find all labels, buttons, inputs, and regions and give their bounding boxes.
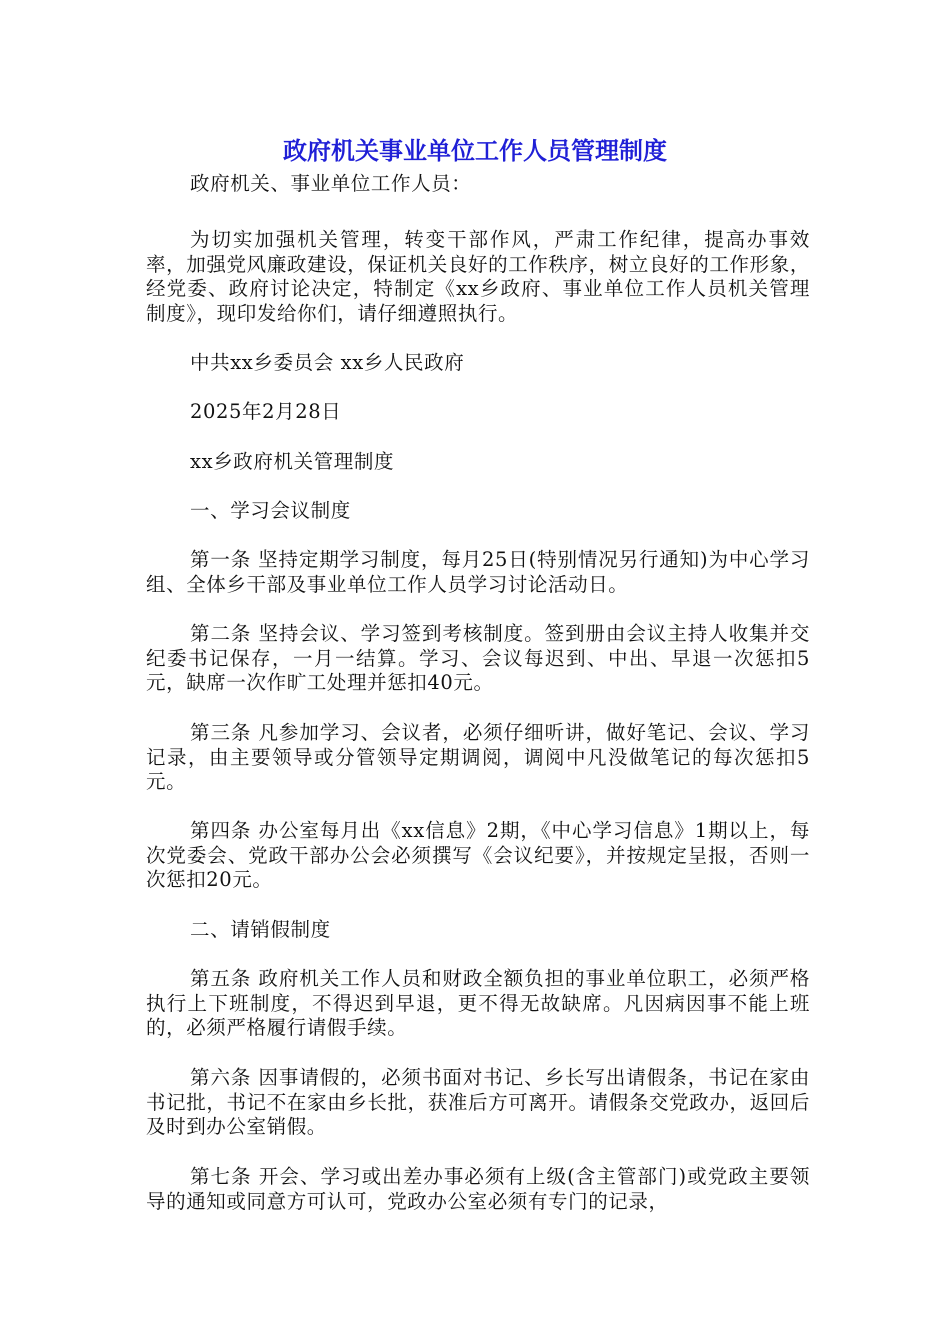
issuer-line: 中共xx乡委员会 xx乡人民政府 (190, 351, 465, 374)
article-5: 第五条 政府机关工作人员和财政全额负担的事业单位职工，必须严格执行上下班制度，不得迟到早退，更不得无故缺席。凡因病因事不能上班的，必须严格履行请假手续。 (146, 967, 810, 1040)
issue-date: 2025年2月28日 (190, 400, 342, 423)
article-3: 第三条 凡参加学习、会议者，必须仔细听讲，做好笔记、会议、学习记录，由主要领导或分管领导定期调阅，调阅中凡没做笔记的每次惩扣5元。 (146, 721, 810, 794)
intro-paragraph: 为切实加强机关管理，转变干部作风，严肃工作纪律，提高办事效率，加强党风廉政建设，保证机关良好的工作秩序，树立良好的工作形象，经党委、政府讨论决定，特制定《xx乡政府、事业单位工作人员机关管理制度》，现印发给你们，请仔细遵照执行。 (146, 228, 810, 325)
regulation-title: xx乡政府机关管理制度 (190, 450, 395, 473)
article-2: 第二条 坚持会议、学习签到考核制度。签到册由会议主持人收集并交纪委书记保存，一月一结算。学习、会议每迟到、中出、早退一次惩扣5元，缺席一次作旷工处理并惩扣40元。 (146, 622, 810, 695)
article-4: 第四条 办公室每月出《xx信息》2期，《中心学习信息》1期以上，每次党委会、党政干部办公会必须撰写《会议纪要》，并按规定呈报，否则一次惩扣20元。 (146, 819, 810, 892)
article-1: 第一条 坚持定期学习制度，每月25日(特别情况另行通知)为中心学习组、全体乡干部及事业单位工作人员学习讨论活动日。 (146, 548, 810, 596)
section-heading-leave: 二、请销假制度 (190, 918, 331, 941)
article-7: 第七条 开会、学习或出差办事必须有上级(含主管部门)或党政主要领导的通知或同意方可认可，党政办公室必须有专门的记录， (146, 1165, 810, 1213)
document-title: 政府机关事业单位工作人员管理制度 (283, 137, 667, 165)
article-6: 第六条 因事请假的，必须书面对书记、乡长写出请假条，书记在家由书记批，书记不在家由乡长批，获准后方可离开。请假条交党政办，返回后及时到办公室销假。 (146, 1066, 810, 1139)
salutation: 政府机关、事业单位工作人员： (190, 172, 472, 195)
section-heading-study-meetings: 一、学习会议制度 (190, 499, 351, 522)
